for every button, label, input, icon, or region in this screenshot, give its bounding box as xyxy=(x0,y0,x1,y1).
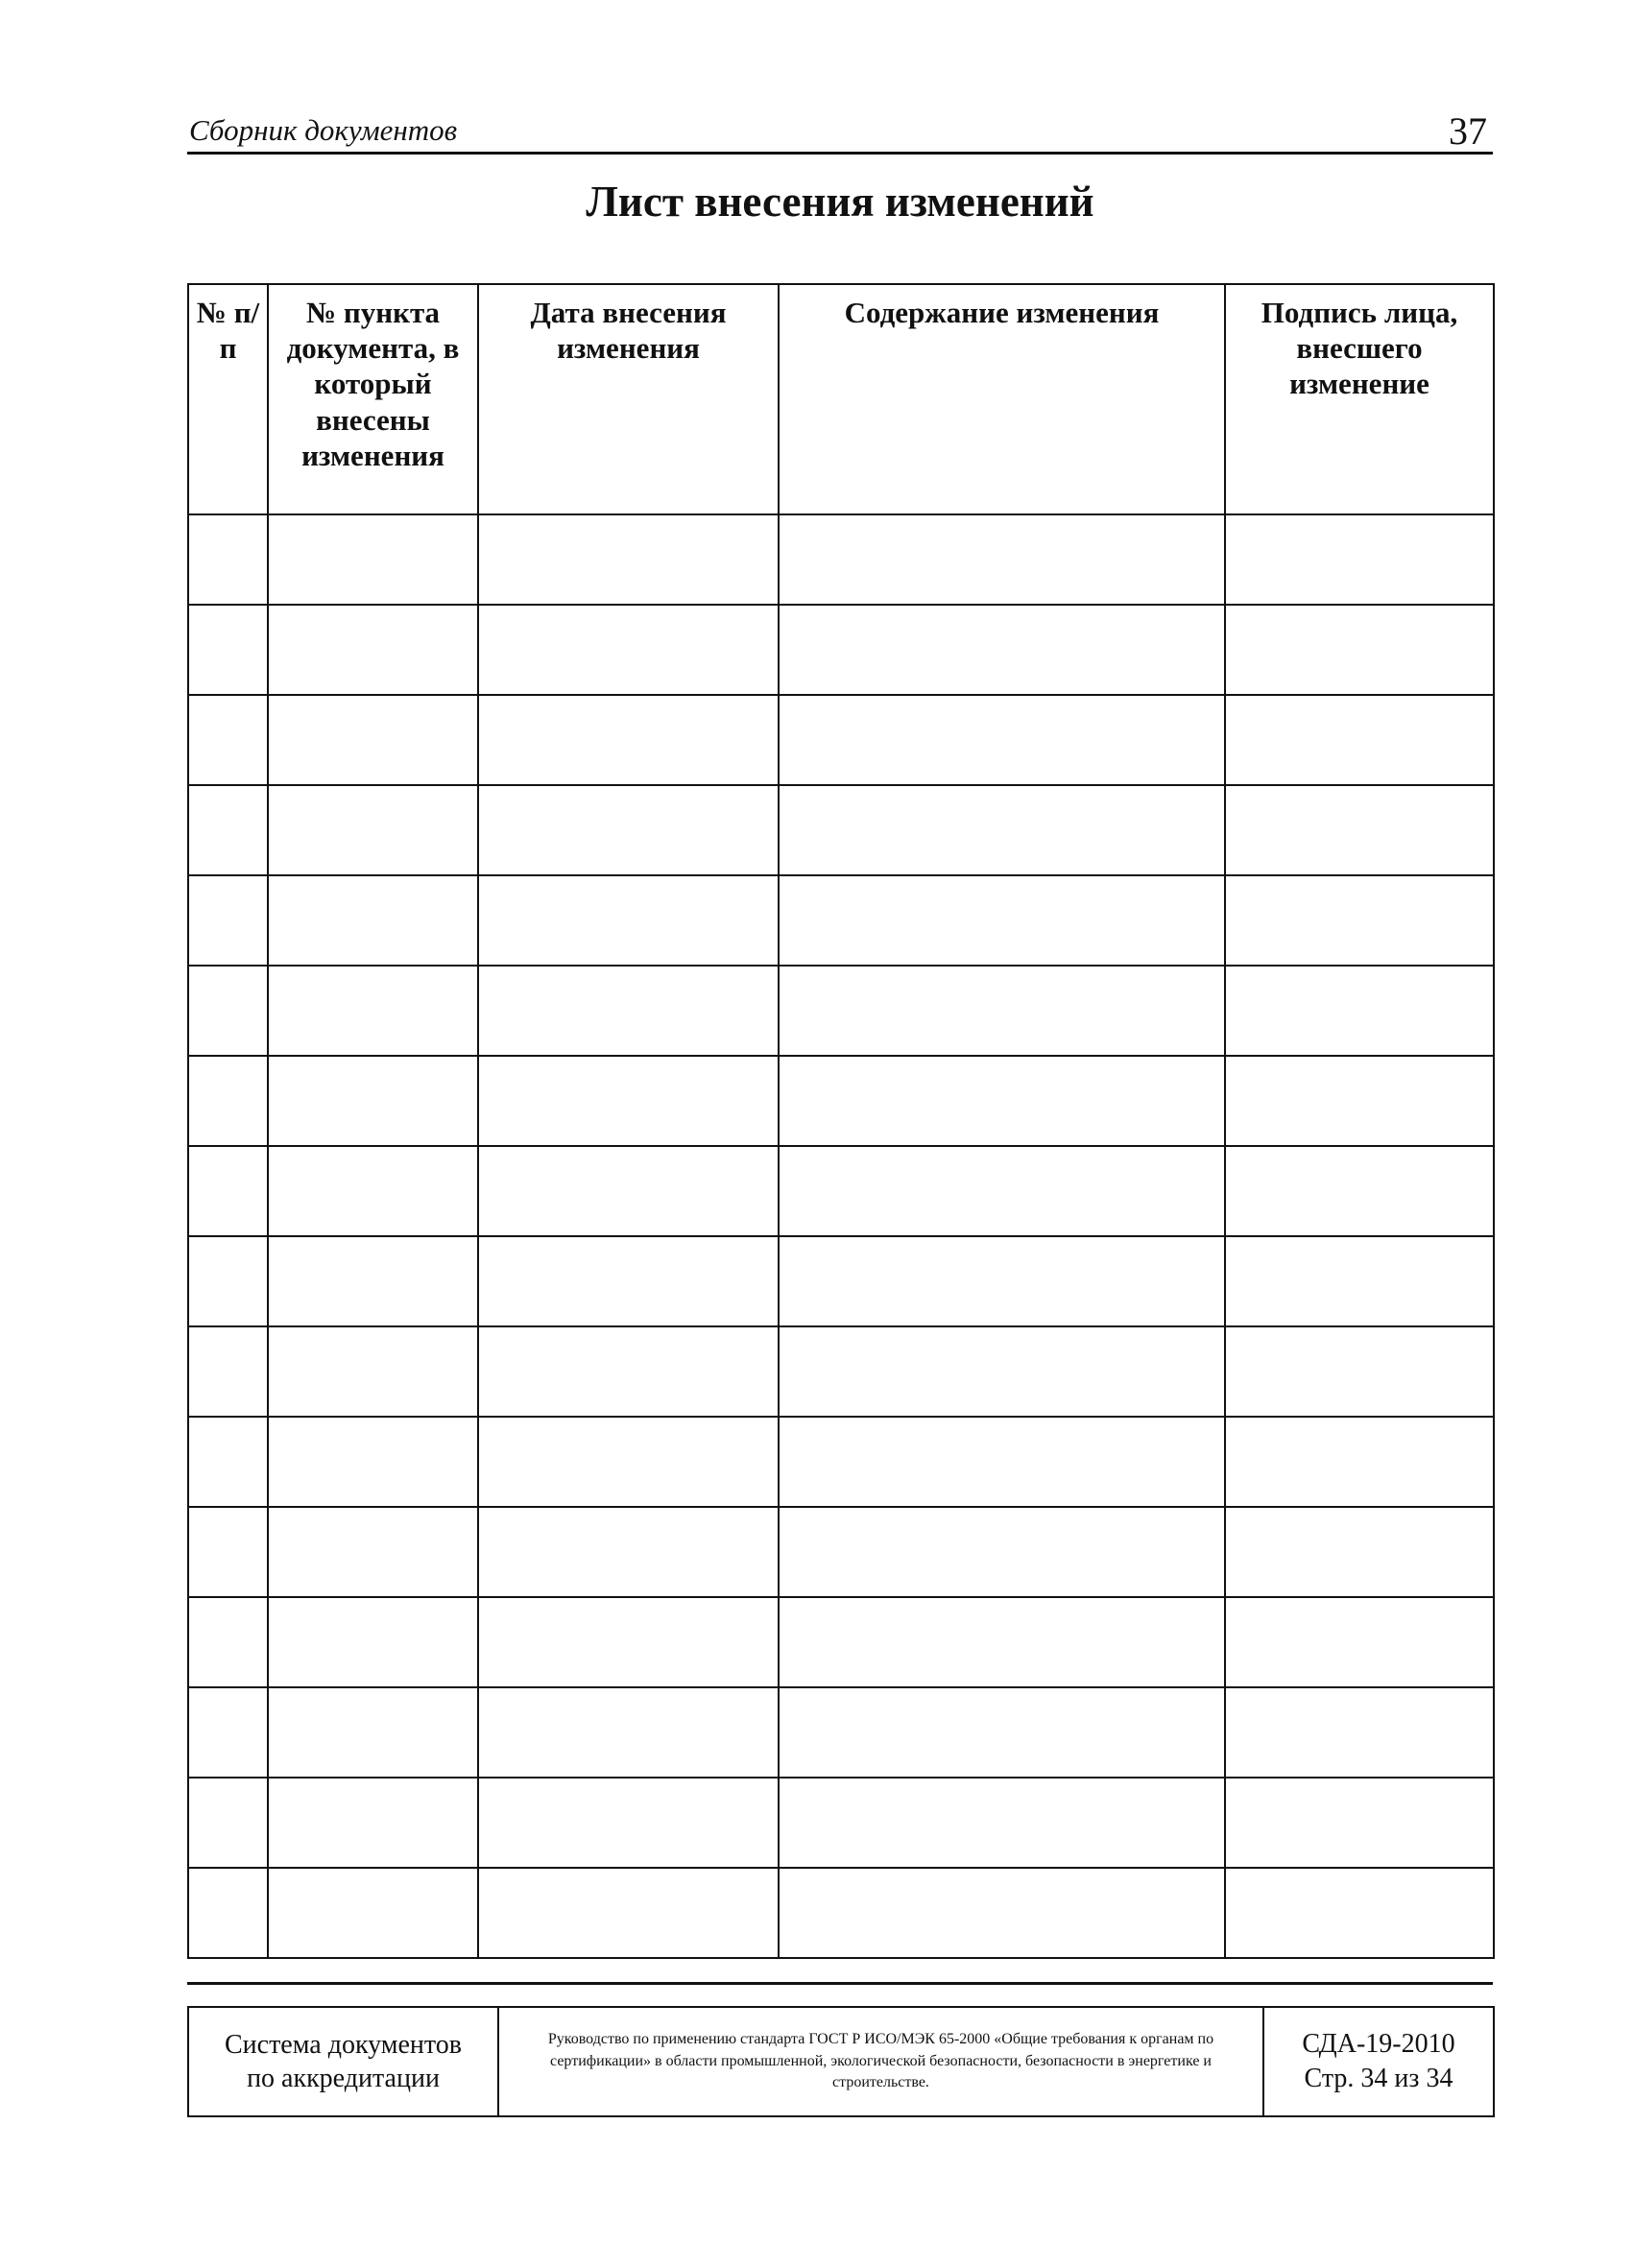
table-row xyxy=(188,1868,1494,1958)
cell-content xyxy=(779,1326,1225,1417)
cell-date xyxy=(478,1868,779,1958)
cell-date xyxy=(478,605,779,695)
cell-date xyxy=(478,785,779,875)
cell-date xyxy=(478,1778,779,1868)
cell-signature xyxy=(1225,785,1494,875)
cell-date xyxy=(478,1507,779,1597)
cell-date xyxy=(478,1326,779,1417)
table-row xyxy=(188,695,1494,785)
cell-number xyxy=(188,1507,268,1597)
cell-signature xyxy=(1225,1868,1494,1958)
cell-content xyxy=(779,1146,1225,1236)
cell-clause xyxy=(268,1417,478,1507)
footer-block xyxy=(187,2006,1495,2117)
cell-content xyxy=(779,695,1225,785)
table-row xyxy=(188,966,1494,1056)
cell-content xyxy=(779,1597,1225,1687)
table-header-row xyxy=(188,284,1494,514)
table-body xyxy=(188,514,1494,1958)
column-header-clause: № пункта документа, в который внесены изменения xyxy=(268,284,478,514)
table-row xyxy=(188,1778,1494,1868)
cell-signature xyxy=(1225,514,1494,605)
cell-signature xyxy=(1225,695,1494,785)
running-header xyxy=(187,104,1493,155)
footer-description: Руководство по применению стандарта ГОСТ Р ИСО/МЭК 65-2000 «Общие требования к органам по сертификации» в области промышленной, экологической безопасности, безопасности в энергетике и строительстве. xyxy=(498,2007,1263,2116)
cell-content xyxy=(779,1507,1225,1597)
table-row xyxy=(188,785,1494,875)
cell-content xyxy=(779,1056,1225,1146)
cell-clause xyxy=(268,1687,478,1778)
page-number: 37 xyxy=(1449,109,1487,153)
cell-signature xyxy=(1225,1507,1494,1597)
table-row xyxy=(188,875,1494,966)
cell-signature xyxy=(1225,1778,1494,1868)
cell-clause xyxy=(268,1868,478,1958)
column-header-content: Содержание изменения xyxy=(779,284,1225,514)
cell-date xyxy=(478,875,779,966)
cell-date xyxy=(478,514,779,605)
cell-clause xyxy=(268,1778,478,1868)
cell-signature xyxy=(1225,1417,1494,1507)
footer-system-line2: по аккредитации xyxy=(247,2064,440,2093)
cell-content xyxy=(779,785,1225,875)
cell-date xyxy=(478,1236,779,1326)
cell-number xyxy=(188,1778,268,1868)
cell-clause xyxy=(268,875,478,966)
cell-content xyxy=(779,966,1225,1056)
table-row xyxy=(188,514,1494,605)
cell-signature xyxy=(1225,875,1494,966)
cell-clause xyxy=(268,785,478,875)
changes-table xyxy=(187,283,1495,1959)
column-header-number: № п/п xyxy=(188,284,268,514)
cell-signature xyxy=(1225,1236,1494,1326)
cell-content xyxy=(779,875,1225,966)
column-header-date: Дата внесения изменения xyxy=(478,284,779,514)
cell-number xyxy=(188,1236,268,1326)
cell-number xyxy=(188,1146,268,1236)
table-row xyxy=(188,1146,1494,1236)
cell-number xyxy=(188,785,268,875)
cell-clause xyxy=(268,966,478,1056)
table-row xyxy=(188,605,1494,695)
cell-date xyxy=(478,695,779,785)
cell-clause xyxy=(268,605,478,695)
cell-content xyxy=(779,1778,1225,1868)
cell-content xyxy=(779,514,1225,605)
cell-number xyxy=(188,1056,268,1146)
footer-system-line1: Система документов xyxy=(224,2030,462,2060)
cell-date xyxy=(478,1417,779,1507)
cell-clause xyxy=(268,695,478,785)
cell-number xyxy=(188,605,268,695)
footer-system xyxy=(188,2007,498,2116)
cell-signature xyxy=(1225,1326,1494,1417)
cell-number xyxy=(188,1597,268,1687)
cell-signature xyxy=(1225,1146,1494,1236)
cell-content xyxy=(779,1868,1225,1958)
cell-clause xyxy=(268,1146,478,1236)
cell-number xyxy=(188,1868,268,1958)
cell-clause xyxy=(268,1597,478,1687)
column-header-signature: Подпись лица, внесшего изменение xyxy=(1225,284,1494,514)
footer-page-info: Стр. 34 из 34 xyxy=(1304,2064,1453,2093)
cell-clause xyxy=(268,1326,478,1417)
cell-number xyxy=(188,966,268,1056)
footer-rule xyxy=(187,1982,1493,1985)
cell-signature xyxy=(1225,966,1494,1056)
cell-content xyxy=(779,1417,1225,1507)
cell-clause xyxy=(268,1056,478,1146)
table-row xyxy=(188,1597,1494,1687)
page-title: Лист внесения изменений xyxy=(586,178,1094,226)
table-row xyxy=(188,1326,1494,1417)
cell-date xyxy=(478,966,779,1056)
cell-date xyxy=(478,1597,779,1687)
footer-doc-info xyxy=(1263,2007,1494,2116)
cell-signature xyxy=(1225,605,1494,695)
table-row xyxy=(188,1687,1494,1778)
cell-number xyxy=(188,1687,268,1778)
cell-signature xyxy=(1225,1687,1494,1778)
cell-content xyxy=(779,1236,1225,1326)
cell-signature xyxy=(1225,1056,1494,1146)
cell-number xyxy=(188,695,268,785)
cell-signature xyxy=(1225,1597,1494,1687)
cell-clause xyxy=(268,514,478,605)
cell-clause xyxy=(268,1507,478,1597)
cell-date xyxy=(478,1687,779,1778)
cell-content xyxy=(779,605,1225,695)
table-row xyxy=(188,1236,1494,1326)
collection-title: Сборник документов xyxy=(189,113,458,147)
cell-clause xyxy=(268,1236,478,1326)
cell-number xyxy=(188,514,268,605)
cell-date xyxy=(478,1146,779,1236)
table-row xyxy=(188,1417,1494,1507)
footer-doc-code: СДА-19-2010 xyxy=(1302,2028,1455,2059)
cell-content xyxy=(779,1687,1225,1778)
table-row xyxy=(188,1507,1494,1597)
cell-number xyxy=(188,1326,268,1417)
cell-date xyxy=(478,1056,779,1146)
cell-number xyxy=(188,875,268,966)
cell-number xyxy=(188,1417,268,1507)
table-row xyxy=(188,1056,1494,1146)
